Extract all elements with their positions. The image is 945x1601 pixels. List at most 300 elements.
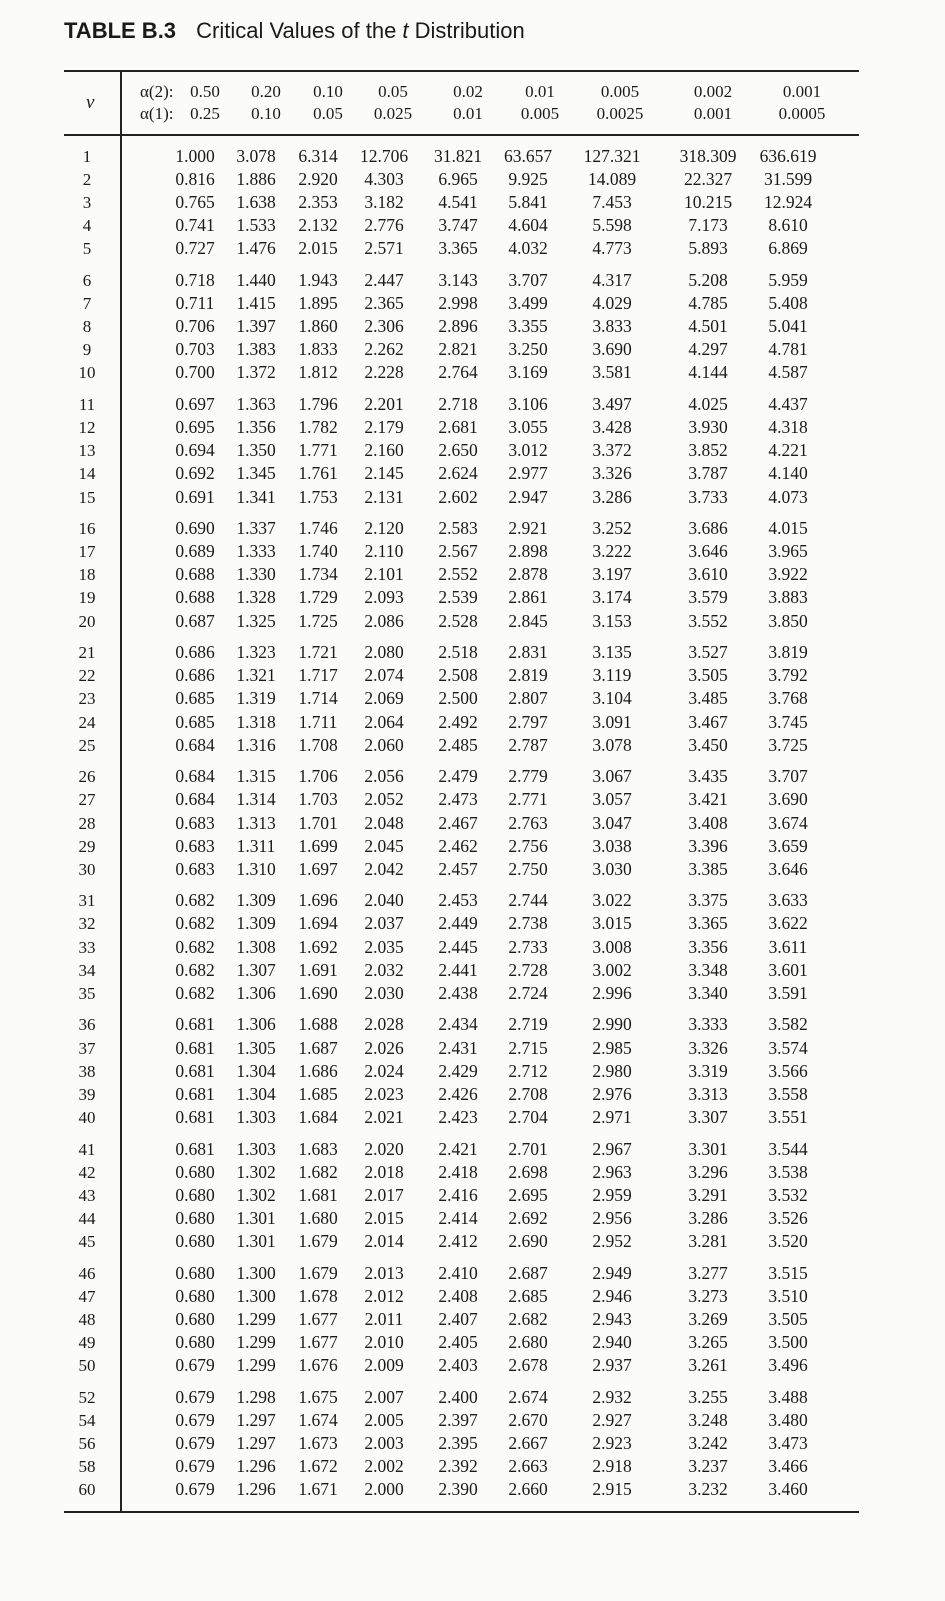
critical-value-cell: 2.921 — [508, 518, 548, 539]
critical-value-cell: 1.684 — [298, 1106, 338, 1127]
critical-value-cell: 2.035 — [364, 936, 404, 957]
nu-group — [62, 1013, 112, 1128]
critical-value-cell: 2.093 — [364, 587, 404, 608]
table-row — [150, 1432, 870, 1455]
critical-value-cell: 2.663 — [508, 1455, 548, 1476]
critical-value-cell: 3.008 — [592, 936, 632, 957]
critical-value-cell: 1.685 — [298, 1083, 338, 1104]
nu-group — [62, 393, 112, 508]
critical-value-cell: 3.396 — [688, 835, 728, 856]
critical-value-cell: 3.552 — [688, 610, 728, 631]
critical-value-cell: 2.797 — [508, 711, 548, 732]
critical-value-cell: 3.242 — [688, 1432, 728, 1453]
critical-value-cell: 2.042 — [364, 858, 404, 879]
degrees-of-freedom: 3 — [82, 193, 92, 213]
degrees-of-freedom: 6 — [82, 271, 92, 291]
row-group — [150, 765, 870, 880]
critical-value-cell: 3.153 — [592, 610, 632, 631]
critical-values-body — [150, 145, 870, 1510]
critical-value-cell: 3.435 — [688, 766, 728, 787]
critical-value-cell: 1.677 — [298, 1308, 338, 1329]
degrees-of-freedom: 13 — [78, 441, 96, 461]
critical-value-cell: 1.677 — [298, 1331, 338, 1352]
critical-value-cell: 1.673 — [298, 1432, 338, 1453]
critical-value-cell: 2.020 — [364, 1138, 404, 1159]
critical-value-cell: 1.740 — [298, 541, 338, 562]
critical-value-cell: 2.949 — [592, 1262, 632, 1283]
critical-value-cell: 0.683 — [175, 835, 215, 856]
caption-italic: t — [402, 18, 409, 43]
degrees-of-freedom: 10 — [78, 363, 96, 383]
critical-value-cell: 2.064 — [364, 711, 404, 732]
table-caption — [196, 18, 525, 43]
critical-value-cell: 2.306 — [364, 316, 404, 337]
critical-value-cell: 1.943 — [298, 270, 338, 291]
table-row — [150, 416, 870, 439]
critical-value-cell: 1.690 — [298, 982, 338, 1003]
critical-value-cell: 3.047 — [592, 812, 632, 833]
critical-value-cell: 3.057 — [592, 789, 632, 810]
critical-value-cell: 3.182 — [364, 192, 404, 213]
critical-value-cell: 0.711 — [175, 293, 215, 314]
critical-value-cell: 2.045 — [364, 835, 404, 856]
critical-value-cell: 1.315 — [236, 766, 276, 787]
critical-value-cell: 3.286 — [688, 1207, 728, 1228]
critical-value-cell: 3.833 — [592, 316, 632, 337]
critical-value-cell: 0.682 — [175, 936, 215, 957]
critical-value-cell: 5.208 — [688, 270, 728, 291]
table-label: TABLE B.3 — [64, 18, 177, 43]
critical-value-cell: 4.318 — [768, 417, 808, 438]
critical-value-cell: 3.581 — [592, 362, 632, 383]
table-row — [150, 835, 870, 858]
critical-value-cell: 3.143 — [438, 270, 478, 291]
critical-value-cell: 4.032 — [508, 238, 548, 259]
critical-value-cell: 3.421 — [688, 789, 728, 810]
critical-value-cell: 3.296 — [688, 1161, 728, 1182]
table-row — [150, 734, 870, 757]
critical-value-cell: 3.002 — [592, 959, 632, 980]
critical-value-cell: 0.741 — [175, 215, 215, 236]
critical-value-cell: 3.174 — [592, 587, 632, 608]
critical-value-cell: 3.768 — [768, 688, 808, 709]
critical-value-cell: 1.310 — [236, 858, 276, 879]
critical-value-cell: 0.681 — [175, 1083, 215, 1104]
critical-value-cell: 2.434 — [438, 1014, 478, 1035]
critical-value-cell: 2.963 — [592, 1161, 632, 1182]
critical-value-cell: 2.037 — [364, 913, 404, 934]
critical-value-cell: 3.169 — [508, 362, 548, 383]
table-row — [150, 1386, 870, 1409]
critical-value-cell: 3.488 — [768, 1386, 808, 1407]
critical-value-cell: 3.582 — [768, 1014, 808, 1035]
critical-value-cell: 2.392 — [438, 1455, 478, 1476]
critical-value-cell: 3.460 — [768, 1479, 808, 1499]
table-row — [150, 912, 870, 935]
critical-value-cell: 1.300 — [236, 1262, 276, 1283]
critical-value-cell: 2.990 — [592, 1014, 632, 1035]
degrees-of-freedom: 9 — [82, 340, 92, 360]
alpha2-header-cell: 0.02 — [453, 82, 483, 101]
critical-value-cell: 1.309 — [236, 913, 276, 934]
critical-value-cell: 2.715 — [508, 1037, 548, 1058]
critical-value-cell: 2.131 — [364, 486, 404, 507]
degrees-of-freedom: 32 — [78, 914, 96, 934]
critical-value-cell: 1.672 — [298, 1455, 338, 1476]
critical-value-cell: 1.300 — [236, 1285, 276, 1306]
critical-value-cell: 2.412 — [438, 1230, 478, 1251]
critical-value-cell: 1.383 — [236, 339, 276, 360]
critical-value-cell: 2.704 — [508, 1106, 548, 1127]
degrees-of-freedom: 39 — [78, 1084, 96, 1104]
table-row — [150, 1308, 870, 1331]
critical-value-cell: 0.765 — [175, 192, 215, 213]
critical-value-cell: 4.140 — [768, 463, 808, 484]
critical-value-cell: 3.733 — [688, 486, 728, 507]
degrees-of-freedom: 37 — [78, 1038, 96, 1058]
critical-value-cell: 0.689 — [175, 541, 215, 562]
degrees-of-freedom: 11 — [78, 395, 96, 415]
critical-value-cell: 1.895 — [298, 293, 338, 314]
critical-value-cell: 2.831 — [508, 642, 548, 663]
critical-value-cell: 1.753 — [298, 486, 338, 507]
critical-value-cell: 2.132 — [298, 215, 338, 236]
critical-value-cell: 5.959 — [768, 270, 808, 291]
critical-value-cell: 0.680 — [175, 1308, 215, 1329]
critical-value-cell: 1.681 — [298, 1184, 338, 1205]
critical-value-cell: 3.574 — [768, 1037, 808, 1058]
table-row — [150, 1161, 870, 1184]
table-row — [150, 1184, 870, 1207]
critical-value-cell: 0.680 — [175, 1285, 215, 1306]
critical-value-cell: 2.508 — [438, 665, 478, 686]
degrees-of-freedom: 60 — [78, 1480, 96, 1499]
critical-value-cell: 2.670 — [508, 1409, 548, 1430]
alpha2-header-cell: 0.10 — [313, 82, 343, 101]
critical-value-cell: 4.604 — [508, 215, 548, 236]
critical-value-cell: 2.959 — [592, 1184, 632, 1205]
critical-value-cell: 2.539 — [438, 587, 478, 608]
alpha1-header-cell: 0.005 — [520, 104, 560, 123]
critical-value-cell: 3.319 — [688, 1060, 728, 1081]
critical-value-cell: 3.566 — [768, 1060, 808, 1081]
critical-value-cell: 31.599 — [763, 169, 813, 190]
critical-value-cell: 2.940 — [592, 1331, 632, 1352]
degrees-of-freedom: 49 — [78, 1332, 96, 1352]
critical-value-cell: 1.323 — [236, 642, 276, 663]
critical-value-cell: 3.646 — [768, 858, 808, 879]
critical-value-cell: 3.326 — [688, 1037, 728, 1058]
critical-value-cell: 1.298 — [236, 1386, 276, 1407]
critical-value-cell: 0.679 — [175, 1354, 215, 1375]
critical-value-cell: 2.438 — [438, 982, 478, 1003]
critical-value-cell: 3.745 — [768, 711, 808, 732]
critical-value-cell: 3.707 — [508, 270, 548, 291]
critical-value-cell: 1.734 — [298, 564, 338, 585]
critical-value-cell: 2.932 — [592, 1386, 632, 1407]
critical-value-cell: 1.325 — [236, 610, 276, 631]
critical-value-cell: 0.816 — [175, 169, 215, 190]
critical-value-cell: 1.683 — [298, 1138, 338, 1159]
critical-value-cell: 3.690 — [592, 339, 632, 360]
critical-value-cell: 0.679 — [175, 1479, 215, 1499]
alpha2-header-cell: 0.05 — [378, 82, 408, 101]
critical-value-cell: 2.447 — [364, 270, 404, 291]
critical-value-cell: 1.697 — [298, 858, 338, 879]
critical-value-cell: 1.746 — [298, 518, 338, 539]
critical-value-cell: 3.526 — [768, 1207, 808, 1228]
critical-value-cell: 2.952 — [592, 1230, 632, 1251]
critical-value-cell: 3.106 — [508, 394, 548, 415]
critical-value-cell: 4.773 — [592, 238, 632, 259]
critical-value-cell: 2.660 — [508, 1479, 548, 1499]
critical-value-cell: 1.691 — [298, 959, 338, 980]
critical-value-cell: 2.923 — [592, 1432, 632, 1453]
critical-value-cell: 3.277 — [688, 1262, 728, 1283]
critical-value-cell: 8.610 — [768, 215, 808, 236]
alpha1-header-cell: 0.001 — [693, 104, 733, 123]
nu-divider — [120, 70, 122, 1511]
critical-value-cell: 1.717 — [298, 665, 338, 686]
alpha1-header-cell: 0.0025 — [596, 104, 644, 123]
critical-value-cell: 2.400 — [438, 1386, 478, 1407]
alpha2-header-row — [0, 82, 945, 104]
critical-value-cell: 2.000 — [364, 1479, 404, 1499]
degrees-of-freedom: 50 — [78, 1355, 96, 1375]
critical-value-cell: 3.291 — [688, 1184, 728, 1205]
critical-value-cell: 5.841 — [508, 192, 548, 213]
critical-value-cell: 3.725 — [768, 734, 808, 755]
critical-value-cell: 2.750 — [508, 858, 548, 879]
critical-value-cell: 3.538 — [768, 1161, 808, 1182]
alpha2-header-cell: 0.01 — [525, 82, 555, 101]
critical-value-cell: 2.021 — [364, 1106, 404, 1127]
degrees-of-freedom: 19 — [78, 588, 96, 608]
critical-value-cell: 2.449 — [438, 913, 478, 934]
critical-value-cell: 3.646 — [688, 541, 728, 562]
critical-value-cell: 0.680 — [175, 1331, 215, 1352]
critical-value-cell: 3.375 — [688, 890, 728, 911]
critical-value-cell: 2.724 — [508, 982, 548, 1003]
critical-value-cell: 3.686 — [688, 518, 728, 539]
table-row — [150, 765, 870, 788]
critical-value-cell: 1.316 — [236, 734, 276, 755]
critical-value-cell: 6.869 — [768, 238, 808, 259]
row-group — [150, 889, 870, 1004]
critical-value-cell: 0.680 — [175, 1207, 215, 1228]
table-row — [150, 812, 870, 835]
row-group — [150, 1386, 870, 1501]
header-rule — [64, 134, 859, 136]
critical-value-cell: 0.679 — [175, 1409, 215, 1430]
critical-value-cell: 2.674 — [508, 1386, 548, 1407]
critical-value-cell: 1.000 — [175, 146, 215, 166]
row-group — [150, 145, 870, 260]
critical-value-cell: 2.583 — [438, 518, 478, 539]
critical-value-cell: 0.706 — [175, 316, 215, 337]
critical-value-cell: 3.091 — [592, 711, 632, 732]
table-row — [150, 168, 870, 191]
nu-group — [62, 269, 112, 384]
critical-value-cell: 0.682 — [175, 959, 215, 980]
critical-value-cell: 10.215 — [683, 192, 733, 213]
critical-value-cell: 2.682 — [508, 1308, 548, 1329]
alpha1-header-cell: 0.01 — [453, 104, 483, 123]
degrees-of-freedom: 47 — [78, 1286, 96, 1306]
critical-value-cell: 3.078 — [236, 146, 276, 166]
critical-value-cell: 2.074 — [364, 665, 404, 686]
critical-value-cell: 2.015 — [298, 238, 338, 259]
critical-value-cell: 2.787 — [508, 734, 548, 755]
critical-value-cell: 1.692 — [298, 936, 338, 957]
critical-value-cell: 1.318 — [236, 711, 276, 732]
critical-value-cell: 1.688 — [298, 1014, 338, 1035]
critical-value-cell: 3.591 — [768, 982, 808, 1003]
critical-value-cell: 3.467 — [688, 711, 728, 732]
degrees-of-freedom: 52 — [78, 1387, 96, 1407]
critical-value-cell: 3.792 — [768, 665, 808, 686]
critical-value-cell: 1.307 — [236, 959, 276, 980]
critical-value-cell: 1.296 — [236, 1479, 276, 1499]
critical-value-cell: 0.727 — [175, 238, 215, 259]
critical-value-cell: 5.041 — [768, 316, 808, 337]
critical-value-cell: 2.040 — [364, 890, 404, 911]
critical-value-cell: 3.532 — [768, 1184, 808, 1205]
top-rule — [64, 70, 859, 72]
critical-value-cell: 2.014 — [364, 1230, 404, 1251]
critical-value-cell: 0.686 — [175, 665, 215, 686]
critical-value-cell: 1.706 — [298, 766, 338, 787]
critical-value-cell: 4.303 — [364, 169, 404, 190]
critical-value-cell: 2.431 — [438, 1037, 478, 1058]
table-row — [150, 664, 870, 687]
table-row — [150, 936, 870, 959]
degrees-of-freedom: 25 — [78, 735, 96, 755]
nu-column — [62, 145, 112, 1510]
critical-value-cell: 1.721 — [298, 642, 338, 663]
critical-value-cell: 2.567 — [438, 541, 478, 562]
critical-value-cell: 3.527 — [688, 642, 728, 663]
critical-value-cell: 2.807 — [508, 688, 548, 709]
critical-value-cell: 2.467 — [438, 812, 478, 833]
alpha2-label: α(2): — [140, 82, 174, 101]
critical-value-cell: 1.714 — [298, 688, 338, 709]
critical-value-cell: 3.237 — [688, 1455, 728, 1476]
table-row — [150, 1262, 870, 1285]
critical-value-cell: 3.067 — [592, 766, 632, 787]
critical-value-cell: 0.684 — [175, 766, 215, 787]
critical-value-cell: 0.688 — [175, 564, 215, 585]
critical-value-cell: 0.688 — [175, 587, 215, 608]
critical-value-cell: 2.779 — [508, 766, 548, 787]
degrees-of-freedom: 28 — [78, 813, 96, 833]
critical-value-cell: 2.101 — [364, 564, 404, 585]
critical-value-cell: 3.250 — [508, 339, 548, 360]
critical-value-cell: 2.056 — [364, 766, 404, 787]
critical-value-cell: 2.946 — [592, 1285, 632, 1306]
critical-value-cell: 4.073 — [768, 486, 808, 507]
critical-value-cell: 2.485 — [438, 734, 478, 755]
critical-value-cell: 31.821 — [433, 146, 483, 166]
table-row — [150, 889, 870, 912]
table-row — [150, 1106, 870, 1129]
degrees-of-freedom: 46 — [78, 1263, 96, 1283]
critical-value-cell: 3.135 — [592, 642, 632, 663]
critical-value-cell: 1.314 — [236, 789, 276, 810]
degrees-of-freedom: 56 — [78, 1433, 96, 1453]
critical-value-cell: 5.408 — [768, 293, 808, 314]
critical-value-cell: 4.781 — [768, 339, 808, 360]
critical-value-cell: 2.201 — [364, 394, 404, 415]
critical-value-cell: 4.437 — [768, 394, 808, 415]
critical-value-cell: 2.602 — [438, 486, 478, 507]
degrees-of-freedom: 26 — [78, 767, 96, 787]
critical-value-cell: 1.860 — [298, 316, 338, 337]
critical-value-cell: 3.015 — [592, 913, 632, 934]
critical-value-cell: 3.674 — [768, 812, 808, 833]
alpha1-header-cell: 0.25 — [190, 104, 220, 123]
critical-value-cell: 1.703 — [298, 789, 338, 810]
critical-value-cell: 4.015 — [768, 518, 808, 539]
degrees-of-freedom: 2 — [82, 170, 92, 190]
table-row — [150, 858, 870, 881]
critical-value-cell: 2.479 — [438, 766, 478, 787]
critical-value-cell: 3.055 — [508, 417, 548, 438]
table-row — [150, 563, 870, 586]
critical-value-cell: 2.418 — [438, 1161, 478, 1182]
critical-value-cell: 2.819 — [508, 665, 548, 686]
table-row — [150, 982, 870, 1005]
critical-value-cell: 1.761 — [298, 463, 338, 484]
critical-value-cell: 1.363 — [236, 394, 276, 415]
critical-value-cell: 2.738 — [508, 913, 548, 934]
table-row — [150, 1138, 870, 1161]
critical-value-cell: 1.533 — [236, 215, 276, 236]
critical-value-cell: 0.679 — [175, 1455, 215, 1476]
table-row — [150, 1060, 870, 1083]
critical-value-cell: 3.850 — [768, 610, 808, 631]
critical-value-cell: 2.878 — [508, 564, 548, 585]
table-row — [150, 1409, 870, 1432]
critical-value-cell: 0.685 — [175, 711, 215, 732]
critical-value-cell: 2.718 — [438, 394, 478, 415]
critical-value-cell: 3.510 — [768, 1285, 808, 1306]
critical-value-cell: 2.712 — [508, 1060, 548, 1081]
degrees-of-freedom: 54 — [78, 1410, 96, 1430]
degrees-of-freedom: 31 — [78, 891, 96, 911]
critical-value-cell: 2.012 — [364, 1285, 404, 1306]
degrees-of-freedom: 38 — [78, 1061, 96, 1081]
critical-value-cell: 3.819 — [768, 642, 808, 663]
critical-value-cell: 2.920 — [298, 169, 338, 190]
critical-value-cell: 0.680 — [175, 1262, 215, 1283]
critical-value-cell: 3.385 — [688, 858, 728, 879]
critical-value-cell: 2.776 — [364, 215, 404, 236]
critical-value-cell: 1.299 — [236, 1331, 276, 1352]
critical-value-cell: 3.261 — [688, 1354, 728, 1375]
table-row — [150, 517, 870, 540]
critical-value-cell: 3.466 — [768, 1455, 808, 1476]
critical-value-cell: 2.692 — [508, 1207, 548, 1228]
alpha2-header-cell: 0.001 — [782, 82, 822, 101]
critical-value-cell: 3.515 — [768, 1262, 808, 1283]
critical-value-cell: 2.160 — [364, 440, 404, 461]
table-row — [150, 711, 870, 734]
critical-value-cell: 1.397 — [236, 316, 276, 337]
critical-value-cell: 3.104 — [592, 688, 632, 709]
critical-value-cell: 3.558 — [768, 1083, 808, 1104]
critical-value-cell: 4.317 — [592, 270, 632, 291]
